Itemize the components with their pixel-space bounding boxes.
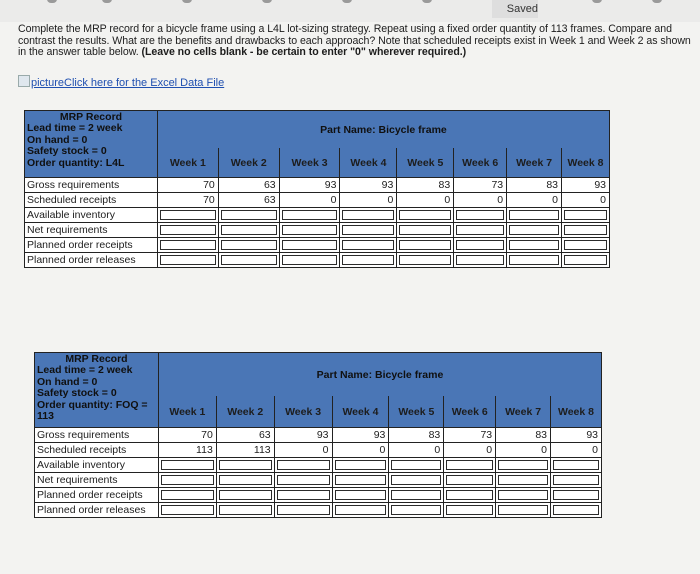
saved-status: Saved <box>506 3 538 15</box>
available-input-week-3[interactable] <box>282 210 338 220</box>
por-cell <box>562 238 610 253</box>
week-header-1: Week 1 <box>157 148 218 177</box>
week-header-4: Week 4 <box>340 148 397 177</box>
por-input-week-7[interactable] <box>509 240 559 250</box>
porel-cell <box>279 253 340 268</box>
gross-label: Gross requirements <box>25 178 158 193</box>
week-header-5: Week 5 <box>397 148 454 177</box>
week-header-4: Week 4 <box>332 396 389 427</box>
available-cell <box>507 208 562 223</box>
available-label: Available inventory <box>35 458 159 473</box>
net-cell <box>216 473 274 488</box>
available-input-week-2[interactable] <box>221 210 277 220</box>
por-cell <box>158 488 216 503</box>
week-header-2: Week 2 <box>216 396 274 427</box>
available-cell <box>332 458 389 473</box>
por-cell <box>496 488 551 503</box>
porel-cell <box>444 503 496 518</box>
available-cell <box>157 208 218 223</box>
por-input-week-1[interactable] <box>161 490 214 500</box>
part-name: Part Name: Bicycle frame <box>158 353 601 397</box>
porel-input-week-4[interactable] <box>342 255 394 265</box>
por-cell <box>551 488 602 503</box>
order-quantity: Order quantity: FOQ = <box>37 398 148 411</box>
available-cell <box>444 458 496 473</box>
net-input-week-2[interactable] <box>219 475 272 485</box>
question-instructions <box>18 24 698 59</box>
safety-stock: Safety stock = 0 <box>27 145 107 158</box>
net-input-week-8[interactable] <box>564 225 607 235</box>
net-cell <box>496 473 551 488</box>
available-input-week-5[interactable] <box>391 460 441 470</box>
por-cell <box>444 488 496 503</box>
porel-cell <box>332 503 389 518</box>
net-cell <box>157 223 218 238</box>
available-input-week-2[interactable] <box>219 460 272 470</box>
week-header-3: Week 3 <box>279 148 340 177</box>
lead-time: Lead time = 2 week <box>37 364 133 377</box>
porel-input-week-3[interactable] <box>277 505 330 515</box>
available-cell <box>340 208 397 223</box>
porel-input-week-2[interactable] <box>219 505 272 515</box>
por-input-week-5[interactable] <box>391 490 441 500</box>
available-cell <box>216 458 274 473</box>
excel-link-text: Click here for the Excel Data File <box>64 77 225 89</box>
por-cell <box>279 238 340 253</box>
gross-value: 83 <box>389 428 444 443</box>
porel-label: Planned order releases <box>25 253 158 268</box>
por-cell <box>340 238 397 253</box>
net-input-week-6[interactable] <box>456 225 504 235</box>
porel-cell <box>340 253 397 268</box>
scheduled-value: 0 <box>279 193 340 208</box>
net-cell <box>551 473 602 488</box>
porel-cell <box>158 503 216 518</box>
tab-dot <box>262 0 272 3</box>
available-input-week-5[interactable] <box>399 210 451 220</box>
gross-row <box>35 428 602 443</box>
por-input-week-5[interactable] <box>399 240 451 250</box>
net-input-week-1[interactable] <box>160 225 216 235</box>
porel-input-week-7[interactable] <box>509 255 559 265</box>
por-input-week-6[interactable] <box>456 240 504 250</box>
porel-cell <box>274 503 332 518</box>
gross-value: 93 <box>562 178 610 193</box>
gross-value: 83 <box>397 178 454 193</box>
net-input-week-5[interactable] <box>391 475 441 485</box>
net-row <box>35 473 602 488</box>
net-input-week-7[interactable] <box>498 475 548 485</box>
mrp-record-info <box>25 111 158 178</box>
available-input-week-1[interactable] <box>161 460 214 470</box>
net-cell <box>397 223 454 238</box>
porel-cell <box>562 253 610 268</box>
gross-value: 83 <box>507 178 562 193</box>
available-cell <box>397 208 454 223</box>
porel-input-week-8[interactable] <box>553 505 599 515</box>
mrp-record-table-foq <box>34 352 602 518</box>
net-label: Net requirements <box>35 473 159 488</box>
por-cell <box>157 238 218 253</box>
available-cell <box>496 458 551 473</box>
por-cell <box>389 488 444 503</box>
week-header-8: Week 8 <box>562 148 610 177</box>
tab-dot <box>592 0 602 3</box>
available-cell <box>389 458 444 473</box>
por-cell <box>454 238 507 253</box>
tab-dot <box>47 0 57 3</box>
gross-value: 93 <box>340 178 397 193</box>
week-header-7: Week 7 <box>507 148 562 177</box>
net-cell <box>444 473 496 488</box>
net-input-week-6[interactable] <box>446 475 493 485</box>
net-cell <box>454 223 507 238</box>
mrp-record-table-l4l <box>24 110 610 268</box>
net-row <box>25 223 610 238</box>
available-input-week-7[interactable] <box>509 210 559 220</box>
gross-value: 63 <box>216 428 274 443</box>
tab-dot <box>652 0 662 3</box>
net-cell <box>158 473 216 488</box>
available-cell <box>279 208 340 223</box>
lead-time: Lead time = 2 week <box>27 122 123 135</box>
porel-row <box>25 253 610 268</box>
porel-input-week-4[interactable] <box>335 505 387 515</box>
available-cell <box>158 458 216 473</box>
week-header-6: Week 6 <box>454 148 507 177</box>
net-input-week-8[interactable] <box>553 475 599 485</box>
available-input-week-1[interactable] <box>160 210 216 220</box>
available-cell <box>274 458 332 473</box>
scheduled-value: 0 <box>389 443 444 458</box>
available-input-week-4[interactable] <box>335 460 387 470</box>
net-input-week-5[interactable] <box>399 225 451 235</box>
available-input-week-8[interactable] <box>564 210 607 220</box>
porel-input-week-6[interactable] <box>456 255 504 265</box>
porel-row <box>35 503 602 518</box>
porel-cell <box>507 253 562 268</box>
porel-cell <box>496 503 551 518</box>
gross-value: 93 <box>274 428 332 443</box>
scheduled-value: 0 <box>551 443 602 458</box>
mrp-record-title: MRP Record <box>65 353 128 365</box>
tab-dot <box>102 0 112 3</box>
week-header-7: Week 7 <box>496 396 551 427</box>
scheduled-value: 0 <box>397 193 454 208</box>
gross-value: 93 <box>551 428 602 443</box>
por-cell <box>397 238 454 253</box>
order-quantity: Order quantity: L4L <box>27 156 125 169</box>
gross-value: 73 <box>454 178 507 193</box>
por-input-week-3[interactable] <box>277 490 330 500</box>
net-input-week-7[interactable] <box>509 225 559 235</box>
porel-input-week-8[interactable] <box>564 255 607 265</box>
scheduled-value: 113 <box>216 443 274 458</box>
scheduled-label: Scheduled receipts <box>35 443 159 458</box>
por-label: Planned order receipts <box>25 238 158 253</box>
gross-value: 73 <box>444 428 496 443</box>
por-cell <box>218 238 279 253</box>
net-input-week-4[interactable] <box>335 475 387 485</box>
net-input-week-3[interactable] <box>282 225 338 235</box>
week-header-1: Week 1 <box>158 396 216 427</box>
scheduled-value: 70 <box>157 193 218 208</box>
gross-value: 70 <box>158 428 216 443</box>
por-input-week-2[interactable] <box>219 490 272 500</box>
part-name: Part Name: Bicycle frame <box>157 111 609 149</box>
top-bar <box>0 0 700 22</box>
scheduled-value: 0 <box>562 193 610 208</box>
scheduled-value: 0 <box>274 443 332 458</box>
porel-input-week-5[interactable] <box>391 505 441 515</box>
gross-value: 63 <box>218 178 279 193</box>
available-cell <box>551 458 602 473</box>
net-cell <box>340 223 397 238</box>
available-input-week-7[interactable] <box>498 460 548 470</box>
gross-value: 93 <box>279 178 340 193</box>
available-label: Available inventory <box>25 208 158 223</box>
por-label: Planned order receipts <box>35 488 159 503</box>
por-input-week-4[interactable] <box>335 490 387 500</box>
scheduled-row <box>25 193 610 208</box>
instruction-text: Complete the MRP record for a bicycle frame using a L4L lot-sizing strategy. Repeat using a fixed order quantity of 113 frames. Compare and contrast the results. What are the benefits and drawbacks to each approach? Note that scheduled receipts exist in Week 1 and Week 2 as shown in the answer table below. <box>18 23 691 59</box>
week-header-5: Week 5 <box>389 396 444 427</box>
week-header-6: Week 6 <box>444 396 496 427</box>
por-input-week-1[interactable] <box>160 240 216 250</box>
porel-cell <box>397 253 454 268</box>
available-row <box>25 208 610 223</box>
tab-dot <box>182 0 192 3</box>
porel-cell <box>389 503 444 518</box>
net-cell <box>562 223 610 238</box>
scheduled-value: 0 <box>340 193 397 208</box>
net-cell <box>507 223 562 238</box>
por-input-week-2[interactable] <box>221 240 277 250</box>
on-hand: On hand = 0 <box>37 375 98 388</box>
on-hand: On hand = 0 <box>27 133 88 146</box>
safety-stock: Safety stock = 0 <box>37 387 117 400</box>
porel-input-week-2[interactable] <box>221 255 277 265</box>
net-input-week-3[interactable] <box>277 475 330 485</box>
excel-link-icon-alt: picture <box>31 77 65 89</box>
scheduled-row <box>35 443 602 458</box>
porel-input-week-7[interactable] <box>498 505 548 515</box>
net-cell <box>389 473 444 488</box>
por-cell <box>274 488 332 503</box>
net-cell <box>279 223 340 238</box>
net-cell <box>332 473 389 488</box>
excel-data-link[interactable] <box>18 75 224 89</box>
instruction-note: (Leave no cells blank - be certain to enter "0" wherever required.) <box>141 46 467 59</box>
mrp-record-info <box>35 353 159 428</box>
tab-dot <box>422 0 432 3</box>
week-header-3: Week 3 <box>274 396 332 427</box>
gross-value: 83 <box>496 428 551 443</box>
net-input-week-1[interactable] <box>161 475 214 485</box>
por-row <box>35 488 602 503</box>
gross-value: 70 <box>157 178 218 193</box>
por-cell <box>216 488 274 503</box>
porel-label: Planned order releases <box>35 503 159 518</box>
scheduled-label: Scheduled receipts <box>25 193 158 208</box>
porel-cell <box>218 253 279 268</box>
por-cell <box>332 488 389 503</box>
porel-cell <box>157 253 218 268</box>
gross-value: 93 <box>332 428 389 443</box>
porel-input-week-1[interactable] <box>160 255 216 265</box>
available-input-week-3[interactable] <box>277 460 330 470</box>
available-cell <box>218 208 279 223</box>
gross-label: Gross requirements <box>35 428 159 443</box>
por-input-week-3[interactable] <box>282 240 338 250</box>
por-row <box>25 238 610 253</box>
por-cell <box>507 238 562 253</box>
tab-dot <box>342 0 352 3</box>
available-row <box>35 458 602 473</box>
por-input-week-4[interactable] <box>342 240 394 250</box>
scheduled-value: 0 <box>332 443 389 458</box>
porel-cell <box>454 253 507 268</box>
net-cell <box>274 473 332 488</box>
net-input-week-4[interactable] <box>342 225 394 235</box>
available-input-week-8[interactable] <box>553 460 599 470</box>
net-cell <box>218 223 279 238</box>
order-quantity-value: 113 <box>37 410 54 423</box>
available-input-week-6[interactable] <box>456 210 504 220</box>
por-input-week-8[interactable] <box>553 490 599 500</box>
scheduled-value: 113 <box>158 443 216 458</box>
por-input-week-7[interactable] <box>498 490 548 500</box>
porel-input-week-5[interactable] <box>399 255 451 265</box>
por-input-week-6[interactable] <box>446 490 493 500</box>
scheduled-value: 0 <box>496 443 551 458</box>
broken-image-icon <box>18 75 30 87</box>
available-cell <box>454 208 507 223</box>
scheduled-value: 0 <box>444 443 496 458</box>
available-cell <box>562 208 610 223</box>
scheduled-value: 63 <box>218 193 279 208</box>
porel-cell <box>216 503 274 518</box>
porel-cell <box>551 503 602 518</box>
net-input-week-2[interactable] <box>221 225 277 235</box>
available-input-week-4[interactable] <box>342 210 394 220</box>
week-header-8: Week 8 <box>551 396 602 427</box>
scheduled-value: 0 <box>507 193 562 208</box>
gross-row <box>25 178 610 193</box>
porel-input-week-1[interactable] <box>161 505 214 515</box>
scheduled-value: 0 <box>454 193 507 208</box>
available-input-week-6[interactable] <box>446 460 493 470</box>
net-label: Net requirements <box>25 223 158 238</box>
porel-input-week-6[interactable] <box>446 505 493 515</box>
porel-input-week-3[interactable] <box>282 255 338 265</box>
por-input-week-8[interactable] <box>564 240 607 250</box>
week-header-2: Week 2 <box>218 148 279 177</box>
mrp-record-title: MRP Record <box>59 111 123 123</box>
